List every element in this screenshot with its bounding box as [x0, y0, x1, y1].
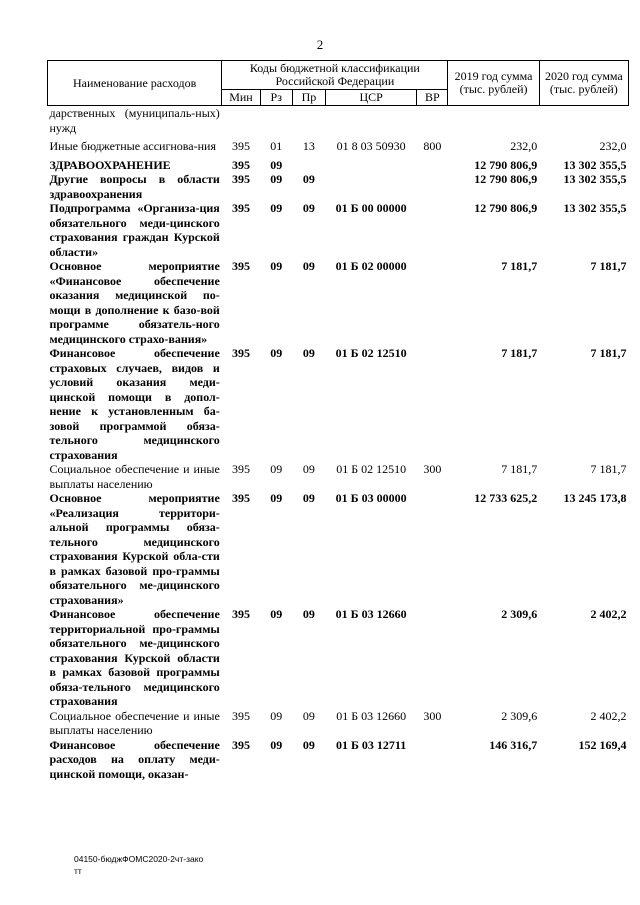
header-row-1: [48, 61, 629, 90]
row-csr: 01 Б 03 00000: [335, 491, 407, 505]
row-name: Финансовое обеспечение страховых случаев, видов и условий оказания меди-цинской помощи в допол-нение к установленным ба-зовой программой обяза-тельного медицинского страхования: [49, 346, 220, 462]
row-rz: 09: [270, 462, 283, 476]
row-min: 395: [231, 201, 250, 215]
row-csr: 01 8 03 50930: [336, 139, 406, 153]
row-pr: 09: [302, 172, 315, 186]
row-vr: [417, 158, 448, 173]
row-2019: 7 181,7: [501, 259, 538, 273]
table-row: [48, 462, 629, 491]
footer-line: 04150-бюджФОМС2020-2чт-зако: [74, 854, 204, 864]
row-name: Основное мероприятие «Финансовое обеспечение оказания медицинской по-мощи в дополнение к базо-вой программе обязатель-ного медицинского страхо-вания»: [49, 259, 220, 346]
row-vr: 300: [423, 708, 442, 723]
row-vr: [417, 607, 448, 709]
row-csr: [326, 172, 417, 201]
table-row: [48, 158, 629, 173]
row-vr: [417, 201, 448, 259]
row-csr: 01 Б 03 12711: [336, 737, 407, 752]
row-vr: 300: [423, 462, 442, 476]
row-rz: 09: [270, 346, 283, 360]
row-name: Основное мероприятие «Реализация территори-альной программы обяза-тельного медицинского страхования Курской обла-сти в рамках базовой про-граммы обязательного ме-дицинского страхования»: [49, 491, 220, 607]
table-row: [48, 201, 629, 259]
row-min: 395: [231, 462, 250, 476]
document-footer: [74, 853, 274, 877]
table-row: [48, 346, 629, 462]
row-name: Социальное обеспечение и иные выплаты населению: [49, 462, 220, 491]
row-2020: 2 402,2: [590, 708, 627, 723]
row-2019: 232,0: [510, 139, 538, 153]
row-2020: [539, 106, 628, 140]
row-2019: 7 181,7: [501, 346, 538, 360]
row-min: 395: [231, 139, 250, 153]
row-csr: [326, 106, 417, 140]
row-name: Иные бюджетные ассигнова-ния: [49, 139, 216, 153]
row-min: 395: [231, 157, 250, 172]
row-2019: 7 181,7: [501, 462, 538, 476]
header-name-col: Наименование расходов: [48, 61, 222, 106]
page-number: 2: [316, 37, 324, 52]
row-vr: [417, 106, 448, 140]
row-pr: 09: [302, 708, 315, 723]
row-rz: [260, 106, 292, 140]
row-2019: 2 309,6: [501, 607, 538, 621]
row-min: 395: [231, 259, 250, 273]
row-vr: [417, 172, 448, 201]
row-pr: 09: [302, 462, 315, 476]
row-pr: 13: [302, 139, 315, 153]
header-vr: ВР: [417, 90, 448, 106]
row-2020: 13 302 355,5: [563, 157, 627, 172]
row-rz: 09: [270, 607, 283, 621]
row-vr: 800: [423, 139, 442, 153]
row-2019: 2 309,6: [501, 708, 538, 723]
table-row: [48, 709, 629, 738]
row-2019: 12 790 806,9: [474, 201, 538, 215]
row-2020: 2 402,2: [590, 607, 627, 621]
row-2020: 7 181,7: [590, 462, 627, 476]
table-row: [48, 139, 629, 158]
row-pr: [292, 158, 325, 173]
row-name: ЗДРАВООХРАНЕНИЕ: [49, 157, 171, 172]
row-2020: 232,0: [599, 139, 627, 153]
row-pr: 09: [302, 201, 315, 215]
row-vr: [417, 259, 448, 346]
row-2019: [448, 106, 539, 140]
row-2020: 13 302 355,5: [563, 201, 627, 215]
row-rz: 09: [270, 491, 283, 505]
row-name: Другие вопросы в области здравоохранения: [49, 172, 220, 201]
row-min: [222, 106, 260, 140]
row-min: 395: [231, 737, 250, 752]
header-2020: 2020 год сумма (тыс. рублей): [539, 61, 628, 106]
table-row: [48, 607, 629, 709]
row-min: 395: [231, 491, 250, 505]
row-2019: 12 790 806,9: [474, 157, 538, 172]
row-pr: 09: [302, 259, 315, 273]
row-csr: 01 Б 02 12510: [336, 462, 407, 476]
row-csr: [326, 158, 417, 173]
row-pr: 09: [302, 346, 315, 360]
header-rz: Рз: [260, 90, 292, 106]
row-pr: [292, 106, 325, 140]
header-min: Мин: [222, 90, 260, 106]
row-name: Финансовое обеспечение территориальной про-граммы обязательного ме-дицинского страхования Курской области в рамках базовой программы обяза-тельного медицинского страхования: [49, 607, 220, 708]
row-pr: 09: [302, 491, 315, 505]
row-min: 395: [231, 607, 250, 621]
row-csr: 01 Б 02 12510: [335, 346, 407, 360]
row-name: Финансовое обеспечение расходов на оплату меди-цинской помощи, оказан-: [49, 737, 220, 781]
header-2019: 2019 год сумма (тыс. рублей): [448, 61, 539, 106]
budget-table: [47, 60, 629, 781]
row-vr: [417, 491, 448, 607]
row-pr: 09: [302, 607, 315, 621]
row-vr: [417, 738, 448, 782]
row-rz: 09: [270, 737, 283, 752]
row-csr: 01 Б 03 12660: [336, 708, 407, 723]
row-2019: 12 790 806,9: [474, 172, 538, 186]
header-codes-group: Коды бюджетной классификации Российской Федерации: [222, 61, 448, 90]
row-2020: 152 169,4: [578, 737, 627, 752]
row-rz: 09: [270, 201, 283, 215]
row-rz: 09: [270, 708, 283, 723]
row-rz: 01: [270, 139, 283, 153]
row-2020: 7 181,7: [590, 346, 627, 360]
row-name: дарственных (муниципаль-ных) нужд: [49, 106, 220, 135]
row-min: 395: [231, 346, 250, 360]
footer-line: тт: [74, 866, 82, 876]
header-csr: ЦСР: [326, 90, 417, 106]
row-2019: 146 316,7: [489, 737, 538, 752]
table-row: [48, 491, 629, 607]
row-rz: 09: [270, 259, 283, 273]
row-min: 395: [231, 708, 250, 723]
row-rz: 09: [270, 157, 283, 172]
table-row: [48, 259, 629, 346]
row-name: Социальное обеспечение и иные выплаты населению: [49, 708, 220, 737]
row-2020: 13 245 173,8: [563, 491, 627, 505]
row-csr: 01 Б 02 00000: [335, 259, 407, 273]
row-csr: 01 Б 00 00000: [335, 201, 407, 215]
row-vr: [417, 346, 448, 462]
row-2020: 7 181,7: [590, 259, 627, 273]
row-name: Подпрограмма «Организа-ция обязательного меди-цинского страхования граждан Курской области»: [49, 201, 220, 259]
row-2020: 13 302 355,5: [563, 172, 627, 186]
row-pr: 09: [302, 737, 315, 752]
row-rz: 09: [270, 172, 283, 186]
table-row: [48, 172, 629, 201]
row-csr: 01 Б 03 12660: [335, 607, 407, 621]
table-row: [48, 106, 629, 140]
row-min: 395: [231, 172, 250, 186]
row-2019: 12 733 625,2: [474, 491, 538, 505]
table-row: [48, 738, 629, 782]
header-pr: Пр: [292, 90, 325, 106]
